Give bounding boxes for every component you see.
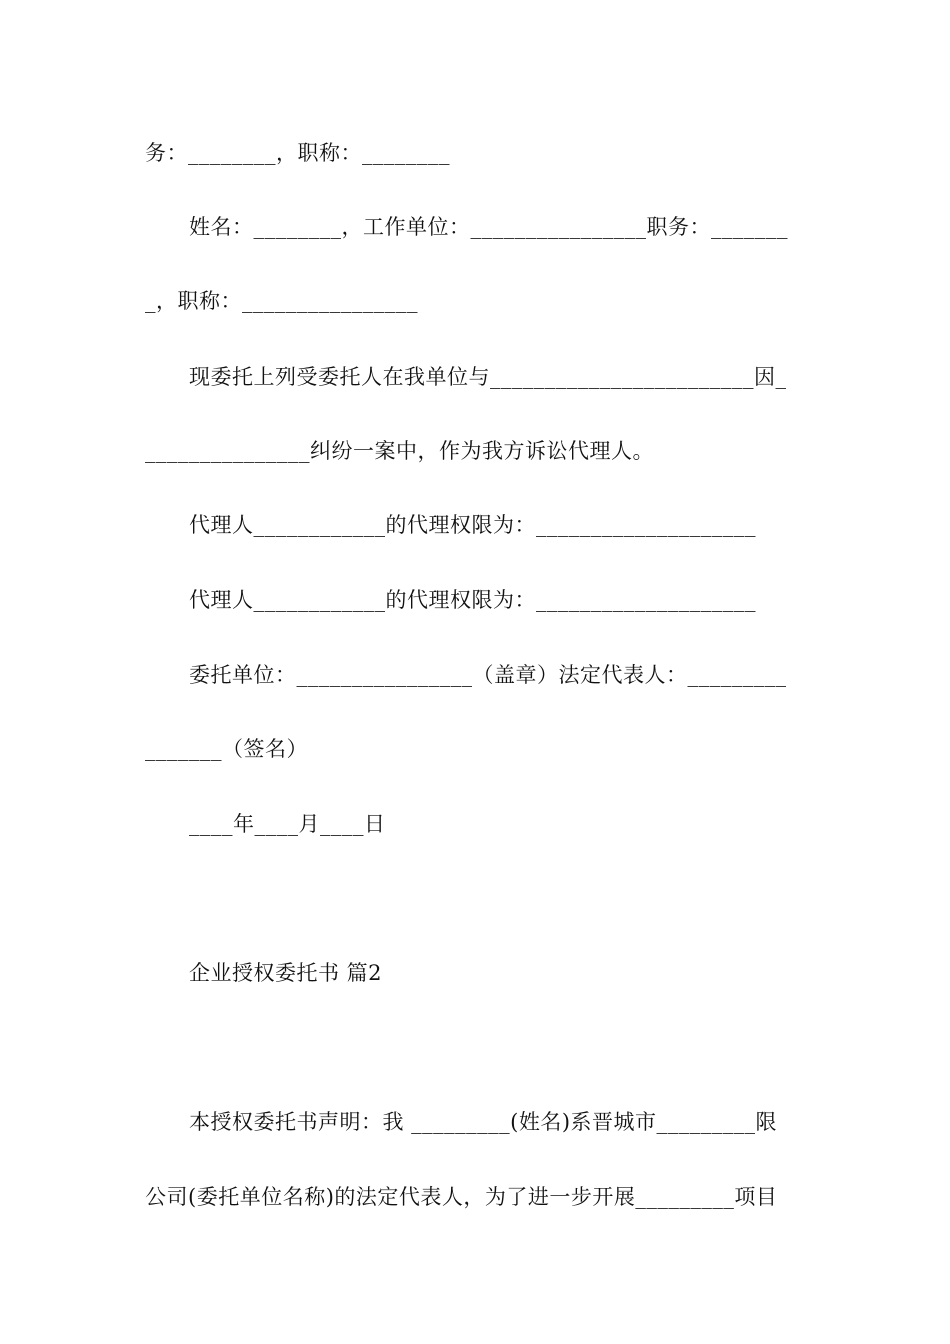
section-heading: 企业授权委托书 篇2: [189, 961, 383, 985]
text-line: 姓名：________，工作单位：________________职务：_______: [189, 215, 788, 239]
text-line: _______________纠纷一案中，作为我方诉讼代理人。: [145, 439, 654, 463]
text-line: _，职称：________________: [145, 289, 418, 313]
text-line: _______（签名）: [145, 737, 308, 761]
date-line: ____年____月____日: [189, 812, 386, 836]
text-line: 代理人____________的代理权限为：____________________: [189, 588, 756, 612]
text-line: 现委托上列受委托人在我单位与________________________因_: [189, 365, 787, 389]
text-line: 务：________，职称：________: [145, 141, 450, 165]
text-line: 公司(委托单位名称)的法定代表人，为了进一步开展_________项目: [145, 1185, 778, 1209]
text-line: 代理人____________的代理权限为：____________________: [189, 513, 756, 537]
text-line: 本授权委托书声明：我 _________(姓名)系晋城市_________限: [189, 1110, 778, 1134]
text-line: 委托单位：________________（盖章）法定代表人：_________: [189, 663, 787, 687]
